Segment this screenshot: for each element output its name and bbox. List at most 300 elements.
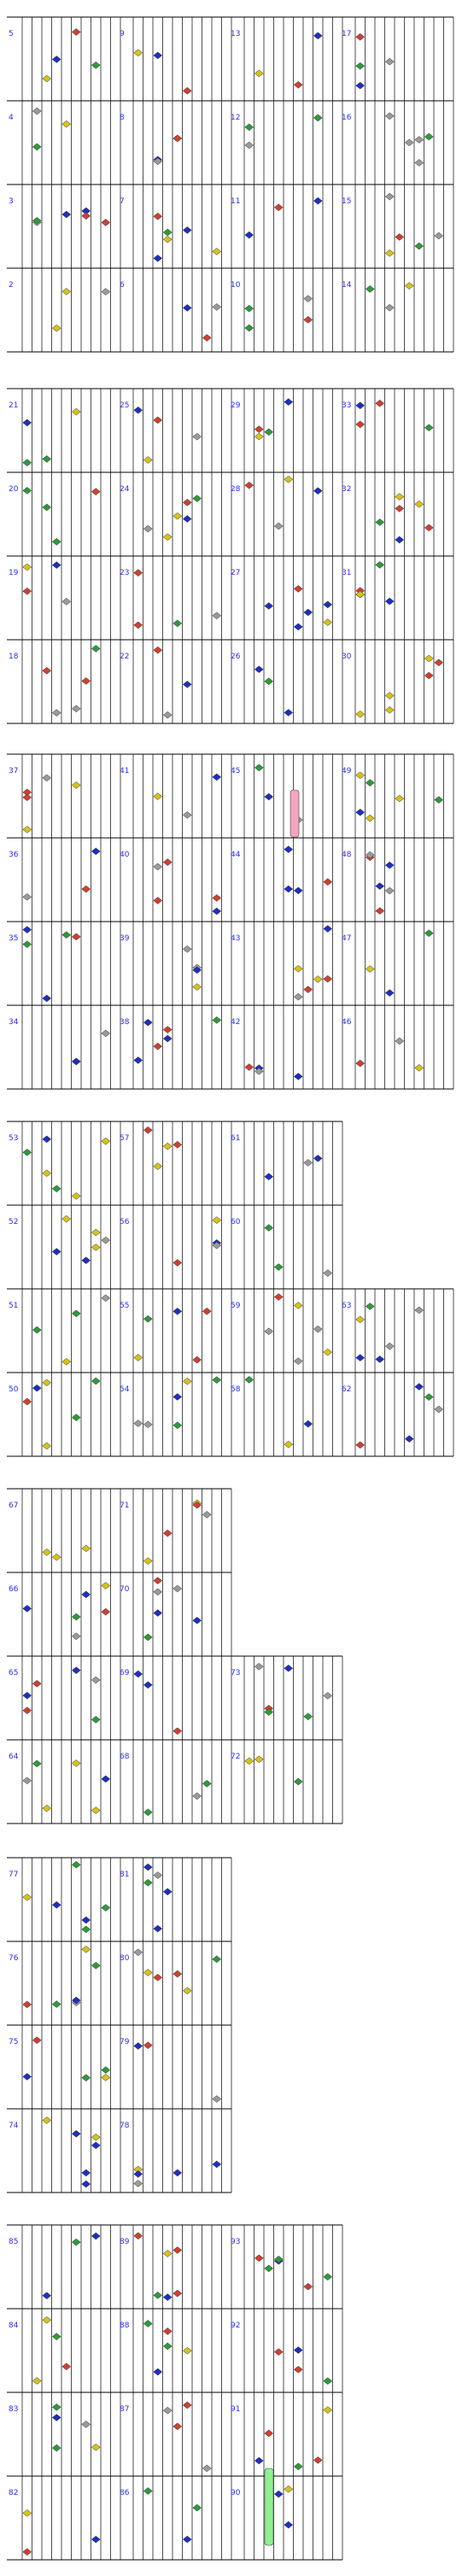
note-icon <box>424 133 433 140</box>
note-icon <box>154 2292 162 2298</box>
note-icon <box>154 897 162 904</box>
note-icon <box>43 2316 51 2323</box>
note-icon <box>23 826 32 833</box>
note-icon <box>82 677 91 684</box>
note-icon <box>143 1864 152 1871</box>
note-icon <box>356 82 365 89</box>
note-icon <box>202 334 211 341</box>
measure-number: 33 <box>342 401 352 410</box>
note-icon <box>294 2366 302 2373</box>
note-icon <box>134 622 143 629</box>
note-icon <box>356 1355 365 1361</box>
note-icon <box>376 907 384 914</box>
note-icon <box>43 1549 51 1555</box>
note-icon <box>193 1356 202 1363</box>
note-icon <box>82 1257 91 1264</box>
note-icon <box>183 87 191 94</box>
measure-number: 17 <box>342 30 352 38</box>
note-icon <box>82 213 91 220</box>
measure-number: 89 <box>120 2238 130 2246</box>
note-icon <box>134 1057 143 1063</box>
note-icon <box>395 795 404 802</box>
measure-number: 86 <box>120 2489 130 2497</box>
note-icon <box>183 946 191 952</box>
measure-number: 34 <box>9 1018 19 1027</box>
note-icon <box>154 1925 162 1932</box>
measure-number: 73 <box>231 1669 241 1677</box>
note-icon <box>143 1634 152 1641</box>
note-icon <box>163 1530 172 1537</box>
note-icon <box>294 585 302 592</box>
note-icon <box>294 887 302 894</box>
note-icon <box>72 2130 80 2137</box>
note-icon <box>43 504 51 511</box>
note-icon <box>245 142 254 149</box>
measure-number: 49 <box>342 767 352 776</box>
note-icon <box>82 2075 91 2081</box>
chart-column <box>118 1489 231 1824</box>
measure-number: 5 <box>9 30 14 38</box>
note-icon <box>183 2536 191 2543</box>
note-icon <box>82 1926 91 1933</box>
note-icon <box>294 993 302 1000</box>
note-icon <box>304 609 313 616</box>
note-icon <box>213 908 221 915</box>
note-icon <box>324 601 332 608</box>
note-icon <box>102 220 110 226</box>
note-icon <box>213 1377 221 1384</box>
measure-number: 31 <box>342 569 352 577</box>
note-icon <box>23 893 32 900</box>
note-icon <box>32 2378 41 2385</box>
note-icon <box>72 1613 80 1620</box>
measure-number: 56 <box>120 1218 130 1227</box>
note-icon <box>143 1969 152 1976</box>
note-icon <box>435 1406 443 1413</box>
note-icon <box>134 2233 143 2239</box>
note-icon <box>324 975 332 982</box>
measure-number: 21 <box>9 401 19 410</box>
note-icon <box>102 1030 110 1037</box>
note-icon <box>324 2378 332 2385</box>
note-icon <box>163 2407 172 2414</box>
measure-number: 19 <box>9 569 19 577</box>
note-icon <box>91 1962 100 1969</box>
note-icon <box>385 692 394 699</box>
note-icon <box>284 2521 293 2528</box>
note-icon <box>134 570 143 577</box>
note-icon <box>385 58 394 65</box>
note-icon <box>23 2509 32 2516</box>
note-icon <box>304 1159 313 1166</box>
note-icon <box>294 81 302 88</box>
note-icon <box>395 494 404 501</box>
note-icon <box>265 793 273 800</box>
note-icon <box>193 433 202 440</box>
note-icon <box>163 534 172 541</box>
chart-column <box>118 2225 231 2560</box>
note-icon <box>294 1778 302 1785</box>
measure-number: 47 <box>342 934 352 943</box>
note-icon <box>134 1420 143 1427</box>
note-icon <box>385 113 394 120</box>
note-icon <box>366 965 374 972</box>
measure-number: 8 <box>120 114 125 122</box>
measure-number: 23 <box>120 569 130 577</box>
note-icon <box>284 1665 293 1671</box>
note-icon <box>395 1038 404 1045</box>
note-icon <box>43 75 51 82</box>
measure-number: 18 <box>9 653 19 661</box>
note-icon <box>154 52 162 59</box>
note-icon <box>304 296 313 302</box>
chart-column <box>229 2225 342 2560</box>
note-icon <box>134 2180 143 2187</box>
note-icon <box>163 2343 172 2350</box>
note-icon <box>202 1780 211 1787</box>
note-icon <box>72 782 80 788</box>
note-icon <box>284 1441 293 1448</box>
note-icon <box>143 1421 152 1428</box>
note-icon <box>385 249 394 256</box>
note-icon <box>163 2294 172 2301</box>
note-icon <box>91 1716 100 1723</box>
note-icon <box>385 598 394 605</box>
note-icon <box>183 499 191 506</box>
note-icon <box>52 710 61 717</box>
note-icon <box>173 1141 182 1148</box>
note-icon <box>395 233 404 240</box>
note-icon <box>415 243 424 249</box>
note-icon <box>143 1879 152 1886</box>
chart-column <box>229 389 342 723</box>
note-icon <box>52 2444 61 2451</box>
note-icon <box>102 1138 110 1145</box>
note-icon <box>173 2246 182 2253</box>
note-icon <box>23 1692 32 1699</box>
chart-column <box>7 2225 120 2560</box>
note-icon <box>154 255 162 261</box>
note-icon <box>91 1229 100 1236</box>
chart-column <box>7 1858 120 2193</box>
note-icon <box>23 460 32 466</box>
measure-number: 78 <box>120 2122 130 2130</box>
note-icon <box>43 1379 51 1386</box>
measure-number: 22 <box>120 653 130 661</box>
note-icon <box>366 285 374 292</box>
note-icon <box>254 764 263 771</box>
note-icon <box>82 2169 91 2176</box>
note-icon <box>415 137 424 143</box>
note-icon <box>193 983 202 990</box>
measure-number: 83 <box>9 2405 19 2414</box>
note-icon <box>183 516 191 523</box>
measure-number: 60 <box>231 1218 241 1227</box>
note-icon <box>62 1358 71 1365</box>
measure-number: 58 <box>231 1385 241 1394</box>
measure-number: 37 <box>9 767 19 776</box>
note-icon <box>213 2161 221 2168</box>
note-icon <box>313 114 322 121</box>
note-icon <box>304 316 313 323</box>
hold-bar-icon <box>290 790 299 837</box>
note-icon <box>72 28 80 35</box>
note-icon <box>102 1582 110 1589</box>
note-icon <box>72 1310 80 1317</box>
note-icon <box>304 2283 313 2290</box>
measure-number: 20 <box>9 485 19 494</box>
note-icon <box>213 1217 221 1224</box>
note-icon <box>154 793 162 799</box>
note-icon <box>173 1728 182 1735</box>
note-icon <box>143 2488 152 2495</box>
note-icon <box>52 1186 61 1192</box>
measure-number: 39 <box>120 934 130 943</box>
note-icon <box>274 1263 283 1270</box>
note-icon <box>324 2274 332 2280</box>
note-icon <box>356 809 365 816</box>
note-icon <box>313 1326 322 1332</box>
note-icon <box>43 667 51 674</box>
note-icon <box>82 1946 91 1952</box>
note-icon <box>72 2239 80 2245</box>
note-icon <box>143 525 152 532</box>
note-icon <box>163 236 172 243</box>
note-icon <box>193 495 202 502</box>
note-icon <box>43 995 51 1002</box>
note-icon <box>313 32 322 39</box>
measure-number: 66 <box>9 1585 19 1594</box>
note-icon <box>405 283 413 290</box>
note-icon <box>366 779 374 786</box>
note-icon <box>324 1349 332 1355</box>
note-icon <box>245 1758 254 1765</box>
note-icon <box>91 2134 100 2140</box>
measure-number: 10 <box>231 281 241 290</box>
note-icon <box>274 2491 283 2497</box>
measure-number: 35 <box>9 934 19 943</box>
note-icon <box>154 1043 162 1050</box>
note-icon <box>102 1776 110 1783</box>
measure-number: 25 <box>120 401 130 410</box>
note-icon <box>313 975 322 982</box>
note-icon <box>356 421 365 428</box>
note-icon <box>183 2347 191 2354</box>
note-icon <box>284 2485 293 2492</box>
note-icon <box>72 1633 80 1640</box>
note-icon <box>424 672 433 679</box>
note-icon <box>356 33 365 40</box>
note-icon <box>91 1378 100 1385</box>
note-icon <box>435 796 443 803</box>
note-icon <box>245 305 254 312</box>
note-icon <box>154 1163 162 1170</box>
measure-number: 51 <box>9 1302 19 1310</box>
note-icon <box>202 1511 211 1518</box>
note-icon <box>23 1605 32 1612</box>
note-icon <box>52 1901 61 1908</box>
measure-number: 53 <box>9 1134 19 1143</box>
note-icon <box>366 1303 374 1310</box>
note-icon <box>183 226 191 233</box>
note-icon <box>385 304 394 311</box>
note-icon <box>52 2001 61 2008</box>
note-icon <box>163 1143 172 1150</box>
note-icon <box>163 2251 172 2257</box>
note-icon <box>284 886 293 893</box>
chart-column <box>118 754 231 1089</box>
note-icon <box>213 774 221 781</box>
note-icon <box>143 1019 152 1026</box>
measure-number: 41 <box>120 767 130 776</box>
note-icon <box>134 1949 143 1956</box>
chart-column <box>229 1121 342 1456</box>
note-icon <box>356 711 365 717</box>
measure-number: 62 <box>342 1385 352 1394</box>
note-icon <box>23 588 32 594</box>
note-icon <box>91 1244 100 1250</box>
measure-number: 81 <box>120 1871 130 1879</box>
note-icon <box>254 2255 263 2262</box>
note-icon <box>356 402 365 409</box>
measure-number: 50 <box>9 1385 19 1394</box>
note-icon <box>173 1970 182 1977</box>
measure-number: 44 <box>231 851 241 859</box>
measure-number: 80 <box>120 1954 130 1963</box>
note-icon <box>415 160 424 167</box>
measure-number: 42 <box>231 1018 241 1027</box>
hold-bar-icon <box>265 2468 273 2545</box>
note-icon <box>32 108 41 114</box>
note-icon <box>385 989 394 996</box>
measure-number: 26 <box>231 653 241 661</box>
note-icon <box>376 882 384 889</box>
note-icon <box>23 564 32 571</box>
note-icon <box>213 2095 221 2102</box>
note-icon <box>265 1174 273 1180</box>
note-icon <box>43 455 51 462</box>
measure-number: 61 <box>231 1134 241 1143</box>
measure-number: 70 <box>120 1585 130 1594</box>
note-icon <box>213 1016 221 1023</box>
note-icon <box>435 659 443 666</box>
measure-number: 84 <box>9 2321 19 2330</box>
note-icon <box>356 591 365 598</box>
note-icon <box>173 1422 182 1429</box>
note-icon <box>52 2333 61 2340</box>
note-icon <box>82 2181 91 2187</box>
note-icon <box>32 143 41 150</box>
note-icon <box>72 1759 80 1766</box>
note-icon <box>52 562 61 569</box>
note-icon <box>376 561 384 568</box>
note-icon <box>294 624 302 630</box>
measure-number: 24 <box>120 485 130 494</box>
note-icon <box>72 1192 80 1199</box>
note-icon <box>62 211 71 218</box>
measure-number: 57 <box>120 1134 130 1143</box>
note-icon <box>173 2290 182 2297</box>
chart-column <box>7 1489 120 1824</box>
measure-number: 13 <box>231 30 241 38</box>
note-icon <box>202 1308 211 1314</box>
note-icon <box>91 848 100 855</box>
note-icon <box>324 1692 332 1699</box>
note-icon <box>143 1682 152 1689</box>
note-icon <box>415 501 424 507</box>
note-icon <box>102 1237 110 1244</box>
measure-number: 69 <box>120 1669 130 1677</box>
note-icon <box>91 2233 100 2239</box>
note-icon <box>385 706 394 713</box>
note-icon <box>52 538 61 545</box>
note-icon <box>202 2465 211 2472</box>
note-icon <box>173 1308 182 1314</box>
note-icon <box>23 1707 32 1714</box>
note-icon <box>395 505 404 512</box>
note-icon <box>294 1073 302 1080</box>
note-icon <box>183 681 191 688</box>
note-icon <box>23 1149 32 1156</box>
note-icon <box>294 2463 302 2470</box>
chart-column <box>229 754 342 1089</box>
note-icon <box>183 1378 191 1385</box>
note-icon <box>154 864 162 870</box>
measure-number: 65 <box>9 1669 19 1677</box>
measure-number: 90 <box>231 2489 241 2497</box>
note-icon <box>43 2116 51 2123</box>
note-icon <box>435 232 443 239</box>
note-icon <box>424 1394 433 1401</box>
measure-number: 32 <box>342 485 352 494</box>
note-icon <box>91 61 100 68</box>
note-icon <box>72 934 80 940</box>
measure-number: 85 <box>9 2238 19 2246</box>
note-icon <box>284 709 293 716</box>
chart-column <box>118 1121 231 1456</box>
note-icon <box>154 1578 162 1584</box>
note-icon <box>102 2067 110 2074</box>
measure-number: 52 <box>9 1218 19 1227</box>
measure-number: 77 <box>9 1871 19 1879</box>
measure-number: 27 <box>231 569 241 577</box>
note-icon <box>154 1589 162 1595</box>
measure-number: 72 <box>231 1753 241 1761</box>
note-icon <box>134 50 143 56</box>
note-icon <box>313 2456 322 2463</box>
note-icon <box>91 1677 100 1683</box>
note-icon <box>43 1170 51 1177</box>
note-icon <box>385 862 394 869</box>
note-icon <box>356 1060 365 1067</box>
note-icon <box>193 1617 202 1624</box>
note-icon <box>356 772 365 779</box>
note-icon <box>173 1585 182 1592</box>
measure-number: 30 <box>342 653 352 661</box>
note-icon <box>82 886 91 893</box>
note-icon <box>32 1760 41 1767</box>
note-icon <box>173 1393 182 1400</box>
note-icon <box>376 518 384 525</box>
note-icon <box>32 1326 41 1333</box>
measure-number: 48 <box>342 851 352 859</box>
note-icon <box>324 1270 332 1277</box>
note-icon <box>43 1805 51 1812</box>
note-icon <box>265 2265 273 2272</box>
note-icon <box>23 1777 32 1784</box>
note-icon <box>254 1663 263 1670</box>
measure-number: 36 <box>9 851 19 859</box>
